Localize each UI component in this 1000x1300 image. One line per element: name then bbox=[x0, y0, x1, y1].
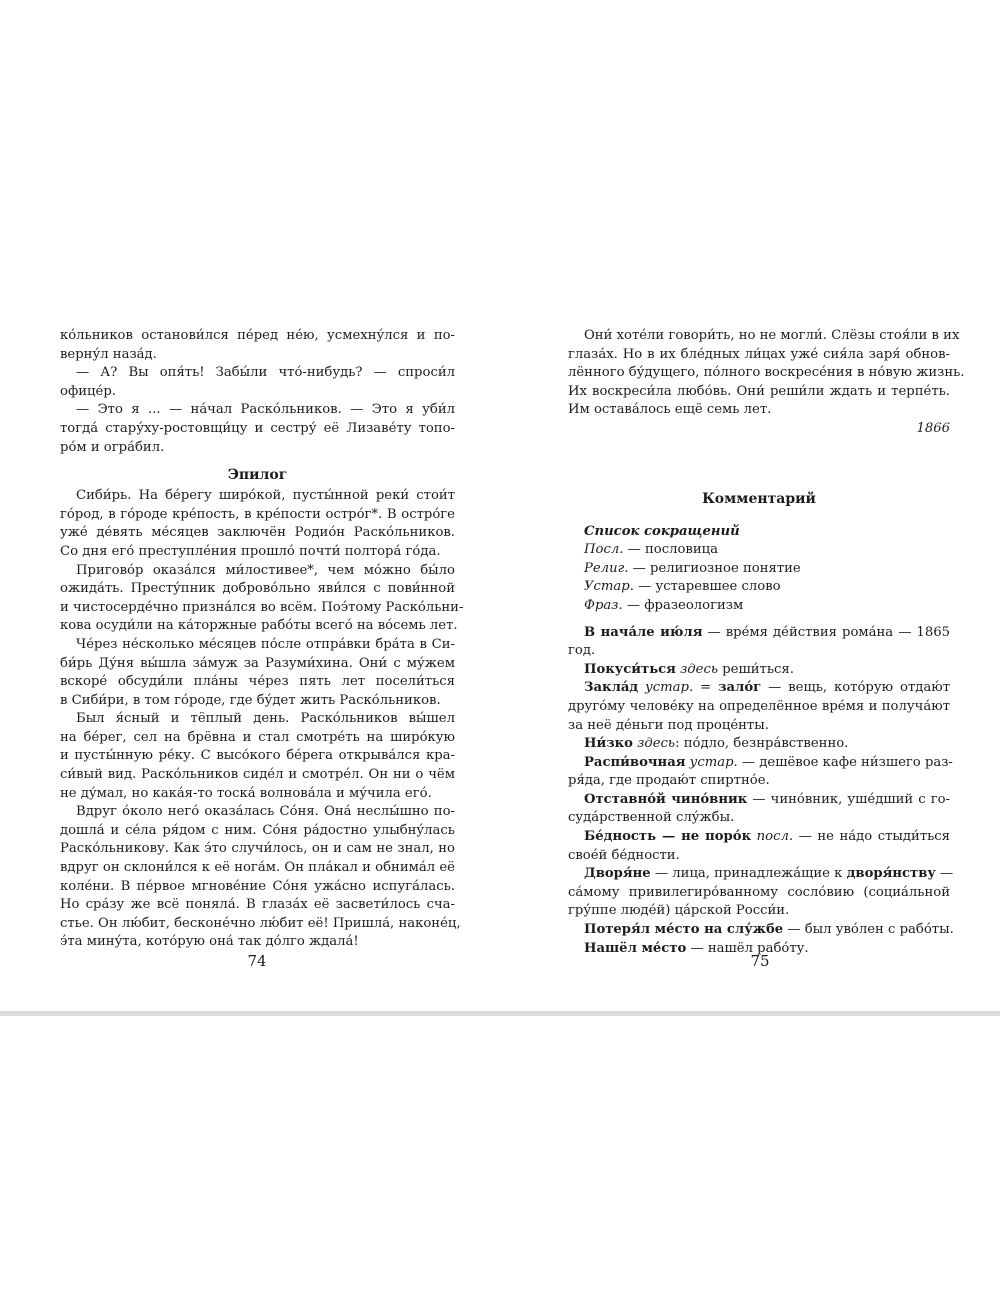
text-segment: — был уво́лен с рабо́ты. bbox=[783, 922, 954, 938]
text-line bbox=[60, 420, 455, 439]
term: Ни́зко bbox=[584, 736, 633, 752]
term: Распи́вочная bbox=[584, 754, 686, 770]
text-segment: — лица, принадлежа́щие к bbox=[650, 866, 847, 882]
text-line bbox=[60, 543, 455, 562]
text-segment: Они́ хоте́ли говори́ть, но не могли́. Слёзы стоя́ли в их bbox=[584, 328, 960, 343]
text-segment: за неё де́ньги под проце́нты. bbox=[568, 717, 769, 733]
section-heading: Комментарий bbox=[702, 490, 816, 507]
text-line bbox=[60, 785, 455, 804]
text-line bbox=[568, 828, 950, 847]
text-line bbox=[568, 754, 953, 773]
text-line bbox=[60, 346, 455, 365]
text-line bbox=[60, 506, 455, 525]
text-segment: — Это я ... — на́чал Раско́льников. — Это я уби́л bbox=[76, 402, 455, 418]
text-line bbox=[568, 541, 950, 560]
text-segment: — А? Вы опя́ть! Забы́ли что́-нибудь? — спроси́л bbox=[76, 365, 455, 381]
text-segment: — устаревшее слово bbox=[633, 579, 781, 595]
term: Список сокращений bbox=[584, 523, 740, 539]
text-line bbox=[568, 327, 960, 346]
text-segment: посл. bbox=[751, 829, 794, 845]
term: Покуси́ться bbox=[584, 661, 676, 677]
text-line bbox=[568, 383, 950, 402]
text-line bbox=[568, 772, 950, 791]
text-segment: лённого бу́дущего, по́лного воскресе́ния в но́вую жизнь. bbox=[568, 365, 965, 381]
text-line bbox=[568, 698, 950, 717]
text-line bbox=[60, 327, 455, 346]
text-segment: друго́му челове́ку на определённое вре́мя и получа́ют bbox=[568, 698, 950, 714]
text-segment: суда́рственной слу́жбы. bbox=[568, 810, 735, 826]
text-segment: Им остава́лось ещё семь лет. bbox=[568, 402, 772, 418]
text-segment: — религиозное понятие bbox=[628, 560, 801, 576]
text-line bbox=[568, 597, 950, 616]
text-line bbox=[60, 747, 455, 766]
section-heading: Эпилог bbox=[227, 467, 288, 484]
text-line bbox=[60, 364, 455, 383]
text-segment: стье. Он лю́бит, бесконе́чно лю́бит её! Пришла́, наконе́ц, bbox=[60, 915, 461, 931]
term: Потеря́л ме́сто на слу́жбе bbox=[584, 922, 784, 938]
term: зало́г bbox=[718, 680, 762, 696]
text-line bbox=[60, 524, 455, 543]
text-segment: го́род, в го́роде кре́пость, в кре́пости остро́г*. В остро́ге bbox=[60, 506, 455, 522]
text-line bbox=[60, 729, 455, 748]
text-line bbox=[60, 803, 455, 822]
text-line bbox=[568, 735, 950, 754]
text-segment: кова осуди́ли на ка́торжные рабо́ты всего́ на во́семь лет. bbox=[60, 618, 458, 634]
text-segment: год. bbox=[568, 643, 596, 659]
text-line bbox=[568, 921, 954, 940]
text-segment: ро́м и огра́бил. bbox=[60, 439, 165, 455]
text-line bbox=[60, 710, 455, 729]
text-segment: — не на́до стыди́ться bbox=[793, 829, 950, 845]
text-segment: Пригово́р оказа́лся ми́лостивее*, чем мо́жно бы́ло bbox=[76, 562, 455, 578]
text-segment: Был я́сный и тёплый день. Раско́льников вы́шел bbox=[76, 711, 455, 727]
term: Дворя́не bbox=[584, 866, 651, 882]
text-segment: свое́й бе́дности. bbox=[568, 847, 680, 863]
text-segment: Со дня его́ преступле́ния прошло́ почти́ полтора́ го́да. bbox=[60, 543, 441, 559]
text-segment: би́рь Ду́ня вы́шла за́муж за Разуми́хина. Они́ с му́жем bbox=[60, 655, 455, 671]
text-line bbox=[568, 847, 950, 866]
text-segment: э́та мину́та, кото́рую она́ так до́лго ждала́! bbox=[60, 934, 359, 950]
text-segment: Религ. bbox=[584, 560, 629, 576]
text-segment: верну́л наза́д. bbox=[60, 346, 157, 362]
text-line bbox=[568, 560, 950, 579]
text-segment: : по́дло, безнра́вственно. bbox=[675, 736, 849, 752]
term: Закла́д bbox=[584, 680, 639, 696]
text-line bbox=[60, 401, 455, 420]
left-page-text bbox=[60, 327, 464, 952]
text-segment: не ду́мал, но кака́я-то тоска́ волнова́ла и му́чила его́. bbox=[60, 785, 432, 801]
text-segment: Раско́льникову. Как э́то случи́лось, он и сам не знал, но bbox=[60, 841, 455, 857]
text-line bbox=[60, 487, 455, 506]
text-segment: и пусты́нную ре́ку. С высо́кого бе́рега открыва́лся кра- bbox=[60, 748, 455, 764]
text-line bbox=[568, 578, 950, 597]
text-segment: Сиби́рь. На бе́регу широ́кой, пусты́нной реки́ стои́т bbox=[76, 488, 455, 504]
text-line bbox=[60, 580, 455, 599]
text-line bbox=[568, 717, 950, 736]
page-number-left: 74 bbox=[247, 952, 267, 970]
text-line bbox=[568, 884, 950, 903]
text-line bbox=[568, 642, 950, 661]
text-line bbox=[568, 809, 950, 828]
text-line bbox=[60, 915, 461, 934]
right-page-text bbox=[568, 327, 965, 958]
text-line bbox=[568, 902, 950, 921]
text-line bbox=[568, 523, 950, 542]
page-divider-bar bbox=[0, 1011, 1000, 1016]
text-segment: Че́рез не́сколько ме́сяцев по́сле отпра́вки бра́та в Си- bbox=[76, 636, 455, 652]
text-segment: вдруг он склони́лся к её нога́м. Он пла́кал и обнима́л её bbox=[60, 860, 455, 876]
text-segment: в Сиби́ри, в том го́роде, где бу́дет жить Раско́льников. bbox=[60, 692, 441, 708]
text-line bbox=[60, 840, 455, 859]
text-line bbox=[60, 692, 455, 711]
text-line bbox=[568, 865, 954, 884]
text-line bbox=[568, 661, 950, 680]
text-segment: — вре́мя де́йствия рома́на — 1865 bbox=[702, 624, 950, 640]
text-segment: Устар. bbox=[584, 579, 634, 595]
text-segment: Их воскреси́ла любо́вь. Они́ реши́ли ждать и терпе́ть. bbox=[568, 383, 950, 399]
text-line bbox=[568, 401, 950, 420]
text-segment: ко́льников останови́лся пе́ред не́ю, усмехну́лся и по- bbox=[60, 328, 455, 343]
text-segment: Но сра́зу же всё поняла́. В глаза́х её засвети́лось сча- bbox=[60, 897, 455, 913]
text-segment: — вещь, кото́рую отдаю́т bbox=[761, 680, 950, 696]
text-line bbox=[60, 766, 455, 785]
text-segment: и чистосерде́чно призна́лся во всём. Поэ́тому Раско́льни- bbox=[60, 599, 464, 615]
text-segment: уже́ де́вять ме́сяцев заключён Родио́н Раско́льников. bbox=[60, 525, 455, 541]
term: Нашёл ме́сто bbox=[584, 940, 687, 956]
text-segment: коле́ни. В пе́рвое мгнове́ние Со́ня ужа́сно испуга́лась. bbox=[60, 878, 455, 894]
text-line bbox=[568, 364, 965, 383]
term: Бе́дность — не поро́к bbox=[584, 829, 752, 845]
text-line bbox=[60, 636, 455, 655]
text-segment: вскоре́ обсуди́ли пла́ны че́рез пять лет посели́ться bbox=[60, 674, 455, 690]
text-segment: гру́ппе люде́й) ца́рской Росси́и. bbox=[568, 903, 790, 919]
date-line bbox=[568, 420, 950, 439]
text-segment: Вдруг о́коло него́ оказа́лась Со́ня. Она́ неслы́шно по- bbox=[76, 804, 455, 820]
text-segment: са́мому привилегиро́ванному сосло́вию (социа́льной bbox=[568, 884, 950, 900]
text-segment: устар. bbox=[638, 680, 694, 696]
text-segment: — нашёл рабо́ту. bbox=[686, 940, 809, 956]
text-segment: реши́ться. bbox=[718, 661, 794, 677]
text-line bbox=[60, 896, 455, 915]
text-line bbox=[60, 822, 455, 841]
text-line bbox=[568, 679, 950, 698]
text-line bbox=[60, 562, 455, 581]
page-number-right: 75 bbox=[750, 952, 770, 970]
term: В нача́ле ию́ля bbox=[584, 624, 703, 640]
text-segment: — пословица bbox=[623, 542, 718, 558]
text-line bbox=[60, 599, 464, 618]
text-segment: устар. bbox=[685, 754, 738, 770]
text-line bbox=[60, 933, 455, 952]
text-line bbox=[60, 617, 458, 636]
text-line bbox=[60, 673, 455, 692]
text-segment: здесь bbox=[632, 736, 676, 752]
text-segment: — дешёвое кафе ни́зшего раз- bbox=[737, 754, 953, 770]
spacer bbox=[568, 616, 950, 624]
text-segment: 1866 bbox=[916, 420, 950, 436]
text-segment: Посл. bbox=[584, 542, 624, 558]
text-segment: Фраз. bbox=[584, 597, 623, 613]
text-line bbox=[60, 655, 455, 674]
term: дворя́нству bbox=[846, 866, 936, 882]
term: Отставно́й чино́вник bbox=[584, 791, 748, 807]
text-segment: = bbox=[693, 680, 719, 696]
text-segment: здесь bbox=[675, 661, 719, 677]
text-segment: ожида́ть. Престу́пник доброво́льно яви́лся с пови́нной bbox=[60, 581, 455, 597]
text-line bbox=[568, 624, 950, 643]
text-segment: офице́р. bbox=[60, 383, 116, 399]
text-segment: тогда́ стару́ху-ростовщи́цу и сестру́ её Лизаве́ту топо- bbox=[60, 420, 455, 436]
text-segment: дошла́ и се́ла ря́дом с ним. Со́ня ра́достно улыбну́лась bbox=[60, 822, 455, 838]
text-line bbox=[568, 791, 950, 810]
text-line bbox=[60, 439, 455, 458]
text-line bbox=[60, 878, 455, 897]
text-segment: — bbox=[935, 866, 954, 882]
text-segment: ря́да, где продаю́т спиртно́е. bbox=[568, 773, 770, 789]
text-line bbox=[60, 383, 455, 402]
text-segment: на бе́рег, сел на брёвна и стал смотре́ть на широ́кую bbox=[60, 729, 455, 745]
text-segment: — фразеологизм bbox=[622, 597, 744, 613]
text-line bbox=[60, 859, 455, 878]
text-line bbox=[568, 346, 950, 365]
text-segment: си́вый вид. Раско́льников сиде́л и смотре́л. Он ни о чём bbox=[60, 767, 455, 783]
text-segment: глаза́х. Но в их бле́дных ли́цах уже́ сия́ла заря́ обнов- bbox=[568, 346, 950, 362]
text-segment: — чино́вник, уше́дший с го- bbox=[747, 791, 951, 807]
